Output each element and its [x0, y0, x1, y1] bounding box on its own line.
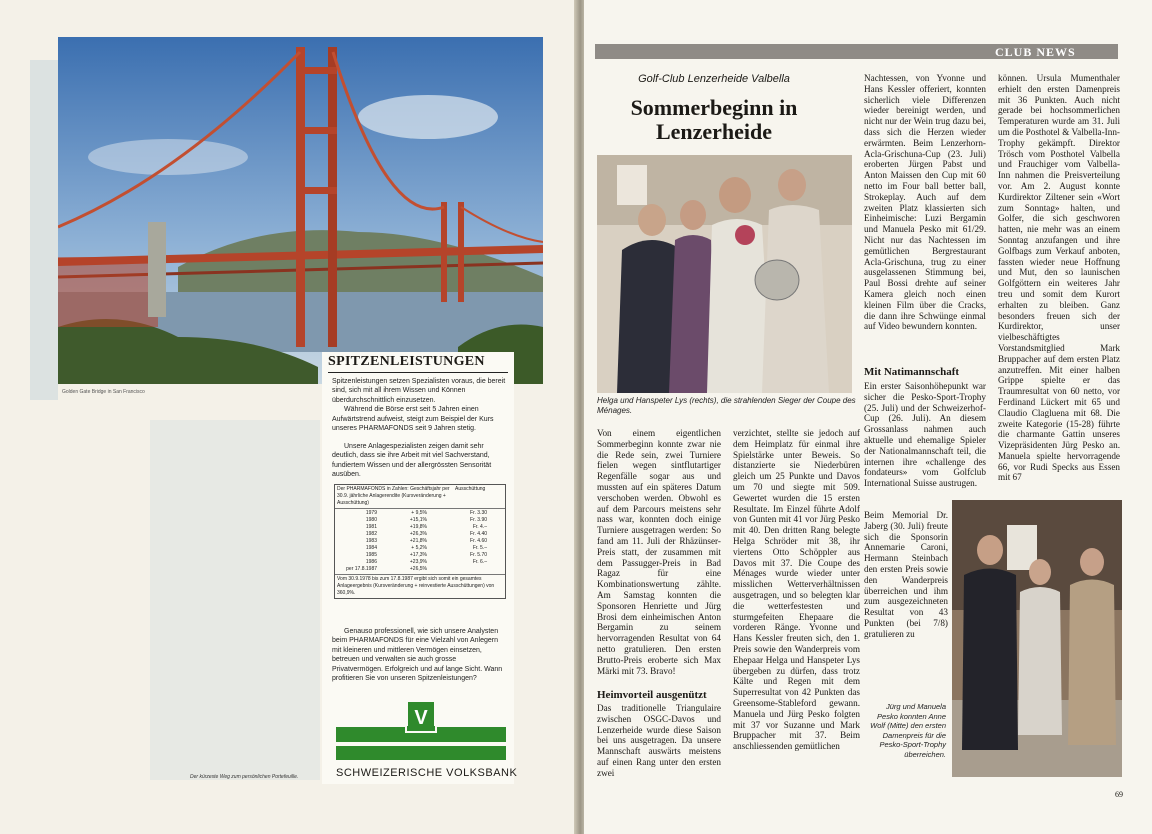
article-column: Von einem eigentlichen Sommerbeginn konnte zwar nie die Rede sein, zwei Turniere fielen wegen sintflutartiger Regenfälle sogar aus und mussten auf ein späteres Datum verschoben werden. Obwohl es auf dem Parcours meistens sehr nass war, konnten doch einige Turniere ausgetragen werden: So fand am 11. Juli der Rhäzünser-Preis statt, der zusammen mit dem Passugger-Preis in Bad Ragaz für eine Kombinationswertung zählte. Am Samstag konnten die Sponsoren Henriette und Jürg Brosi dem einheimischen Anton Bergamin zu seinem hervorragenden Resultat von 64 netto gratulieren. Den ersten Brutto-Preis eroberte sich Max Märki mit 73. Bravo! [597, 428, 721, 676]
article-column: verzichtet, stellte sie jedoch auf dem Heimplatz für einmal ihre Spielstärke unter Beweis. So distanzierte sie Niederbüren gleich um 25 Punkte und Davos um 70 und siegte mit 509. Gewertet wurden die 15 ersten Resultate. Im Einzel führte Adolf von Gunten mit 41 vor Jürg Pesko mit 40. Den dritten Rang belegte Helga Schröder mit 38, ihr viertens Otto Schöppler aus Davos mit 37. Die Coupe des Ménages wurde wieder unter misslichen Wetterverhältnissen ausgetragen, und so belegten klar die wetterfestesten und sturmgefeiten Ehepaare die vorderen Ränge. Yvonne und Hans Kessler freuten sich, den 1. Preis sowie den Wanderpreis vom Ehepaar Helga und Hanspeter Lys übergeben zu dürfen, dass trotz Kälte und Regen mit dem Superresultat von 42 Punkten das Greensome-Stableford gewann. Manuela und Jürg Pesko folgten mit 37 vor Suzanne und Mark Bruppacher mit 37. Beim anschliessenden gemütlichen [733, 428, 860, 752]
table-cell-year: 1985 [365, 552, 377, 558]
article-subheading: Mit Natimannschaft [864, 366, 960, 378]
table-row [337, 517, 503, 524]
article-subheading: Heimvorteil ausgenützt [597, 689, 707, 701]
photo-caption: Helga und Hanspeter Lys (rechts), die strahlenden Sieger der Coupe des Ménages. [597, 396, 856, 415]
table-row [337, 552, 503, 559]
table-header-right: Ausschüttung [455, 486, 486, 492]
article-column: Das traditionelle Triangulaire zwischen OSGC-Davos und Lenzerheide wurde diese Saison bei uns ausgetragen. Da unsere Mannschaft auswärts meistens auf einen Rang unter den ersten zwei [597, 703, 721, 778]
winners-photo [597, 155, 852, 393]
table-cell-year: 1980 [365, 517, 377, 523]
table-row [337, 559, 503, 566]
ad-text: Spitzenleistungen setzen Spezialisten voraus, die bereit sind, sich mit all ihrem Wissen und Können überdurchschnittlich einzusetzen. [332, 378, 506, 404]
photo-caption: Jürg und Manuela Pesko konnten Anne Wolf (Mitte) den ersten Damenpreis für die Pesko-Sport-Trophy überreichen. [870, 702, 946, 759]
table-cell-growth: + 9,5% [411, 510, 427, 516]
ad-paragraph: Genauso professionell, wie sich unsere Analysten beim PHARMAFONDS für eine Vielzahl von Anlegern mit kleineren und mittleren Vermögen einsetzen, betreuen und verwalten sie auch grosse Privatvermögen. Erfolgreich und auf lange Sicht. Wann profitieren Sie von unseren Spitzenleistungen? [332, 628, 503, 683]
table-cell-growth: +21,8% [409, 538, 427, 544]
table-cell-year: 1982 [365, 531, 377, 537]
table-row [337, 524, 503, 531]
table-cell-growth: +17,3% [409, 552, 427, 558]
trophy-illustration [952, 500, 1122, 777]
table-cell-year: 1981 [365, 524, 377, 530]
table-cell-payout: Fr. 4.40 [470, 531, 487, 537]
table-cell-payout: Fr. 3.90 [470, 517, 487, 523]
table-cell-growth: +23,9% [409, 559, 427, 565]
ghost-margin [30, 60, 58, 400]
article-headline: Sommerbeginn in Lenzerheide [630, 95, 798, 144]
table-cell-payout: Fr. 5.70 [470, 552, 487, 558]
article-column: Ein erster Saisonhöhepunkt war sicher die Pesko-Sport-Trophy (25. Juli) und der Schweizerhof-Cup (26. Juli). An diesem Grossanlass nahmen auch aktuelle und ehemalige Spieler der Nationalmannschaft teil, die internen ihre «challenge des fondateurs» vom Golfclub International Suisse austrugen. [864, 381, 986, 489]
logo-graphic [336, 700, 506, 767]
bridge-illustration [58, 37, 543, 384]
article-column: Beim Memorial Dr. Jaberg (30. Juli) freute sich die Sponsorin Annemarie Caroni, Hermann Steinbach den ersten Preis sowie den Wanderpreis überreichen und ihm zum ausgezeichneten Resultat von 43 Punkten (bei 7/8) gratulieren zu [864, 510, 948, 639]
table-cell-year: 1984 [365, 545, 377, 551]
table-cell-payout [427, 566, 487, 573]
ad-paragraph [332, 377, 506, 433]
golden-gate-photo [58, 37, 543, 384]
trophy-photo [952, 500, 1122, 777]
article-column: Nachtessen, von Yvonne und Hans Kessler offeriert, konnten sicherlich viele Differenzen wieder bereinigt werden, und nicht nur der Wein trug dazu bei, dass sich die Herzen wieder erwärmten. Beim Lenzerhorn-Acla-Grischuna-Cup (23. Juli) eroberten Jürgen Pabst und Anton Maissen den Cup mit 60 netto im Four ball better ball, Strokeplay. Auch auf dem zweiten Platz klassierten sich Einheimische: Luzi Bergamin und Manuela Pesko mit 61/29. Nicht nur das Nachtessen im gemütlichen Bergrestaurant Acla-Grischuna, trug zu einer ausgelassenen Stimmung bei, Paul Bossi drehte auf seiner Kamera gleich noch einen kleinen Film über die Cracks, die dann ihre Schwünge einmal auf Video bewundern konnten. [864, 73, 986, 332]
ad-slogan: Der kürzeste Weg zum persönlichen Portefeuille. [190, 774, 299, 780]
page-number: 69 [1115, 790, 1123, 799]
article-column: können. Ursula Mumenthaler erhielt den ersten Damenpreis mit 36 Punkten. Auch nicht gerade bei hochsommerlichen Temperaturen wurde am 31. Juli um die Posthotel & Valbella-Inn-Trophy gekämpft. Direktor Trösch vom Posthotel Valbella und Frauchiger vom Valbella-Inn nahmen die Preisverteilung vor. Am 2. August konnte Kurdirektor Ziltener sein «Wort zum Sonntag» halten, und Golfer, die sich geschworen hatten, nie mehr was an einem Sonntag anzufangen und ihre Golfbags zum Verkauf anboten, fassten wieder neue Hoffnung und Mut, den so launischen Golfgöttern ein weiteres Jahr treu und somit dem Kurort erhalten zu bleiben. Ganz besonders freuen sich der Kurdirektor, unser vielbeschäftigtes Vorstandsmitglied Mark Bruppacher auf dem ersten Platz anzutreffen. Mit einer halben Grippe spielte er das Traumresultat von 60 netto, vor Ferdinand Lückert mit 65 und Claudio Clagluena mit 68. Die zweite Kategorie (15-28) führte die charmante Gattin unseres Vizepräsidenten Jürg Pesko an. Manuela spielte hervorragende 66, vor Rudi Specks aus Essen mit 67 [998, 73, 1120, 483]
fund-table [334, 484, 506, 599]
winners-illustration [597, 155, 852, 393]
table-row [337, 566, 503, 573]
table-cell-growth: +26,5% [409, 566, 427, 572]
table-header-left: Der PHARMAFONDS in Zahlen: Geschäftsjahr per 30.9. jährliche Anlagerendite (Kursveränderung + Ausschüttung) [337, 486, 450, 506]
photo-caption: Golden Gate Bridge in San Francisco [62, 389, 145, 395]
table-cell-growth: +19,8% [409, 524, 427, 530]
table-cell-payout: Fr. 3.30 [470, 510, 487, 516]
table-cell-growth: + 5,2% [411, 545, 427, 551]
table-cell-year: 1983 [365, 538, 377, 544]
table-row [337, 531, 503, 538]
table-row [337, 538, 503, 545]
table-cell-year: 1986 [365, 559, 377, 565]
logo-letter: V [414, 707, 428, 729]
ad-headline: SPITZENLEISTUNGEN [328, 354, 508, 373]
table-cell-growth: +15,1% [409, 517, 427, 523]
volksbank-logo [336, 700, 506, 767]
table-row [337, 510, 503, 517]
table-cell-year: 1979 [365, 510, 377, 516]
table-cell-payout: Fr. 4.– [472, 524, 487, 530]
table-header [335, 485, 505, 509]
ad-paragraph: Unsere Anlagespezialisten zeigen damit sehr deutlich, dass sie ihre Arbeit mit viel Sachverstand, fundiertem Wissen und der allergrössten Sensorität ausüben. [332, 443, 492, 479]
table-cell-growth: +26,3% [409, 531, 427, 537]
article-kicker: Golf-Club Lenzerheide Valbella [638, 73, 790, 85]
table-row [337, 545, 503, 552]
ad-text: Während die Börse erst seit 5 Jahren einen Aufwärtstrend aufweist, steigt zum Beispiel der Kurs unseres PHARMAFONDS seit 9 Jahren stetig. [332, 406, 494, 433]
table-footnote: Vom 30.9.1978 bis zum 17.8.1987 ergibt sich somit ein gesamtes Anlageergebnis (Kursveränderung + reinvestierte Ausschüttungen) von 360,9%. [335, 574, 505, 598]
section-label: CLUB NEWS [995, 45, 1076, 59]
ghost-column [150, 420, 320, 780]
bank-name: SCHWEIZERISCHE VOLKSBANK [336, 767, 518, 779]
table-rows [335, 509, 505, 574]
table-cell-payout: Fr. 5.– [472, 545, 487, 551]
right-page [584, 0, 1152, 834]
table-cell-payout: Fr. 6.– [472, 559, 487, 565]
table-cell-year: per 17.8.1987 [346, 566, 377, 572]
table-cell-payout: Fr. 4.60 [470, 538, 487, 544]
